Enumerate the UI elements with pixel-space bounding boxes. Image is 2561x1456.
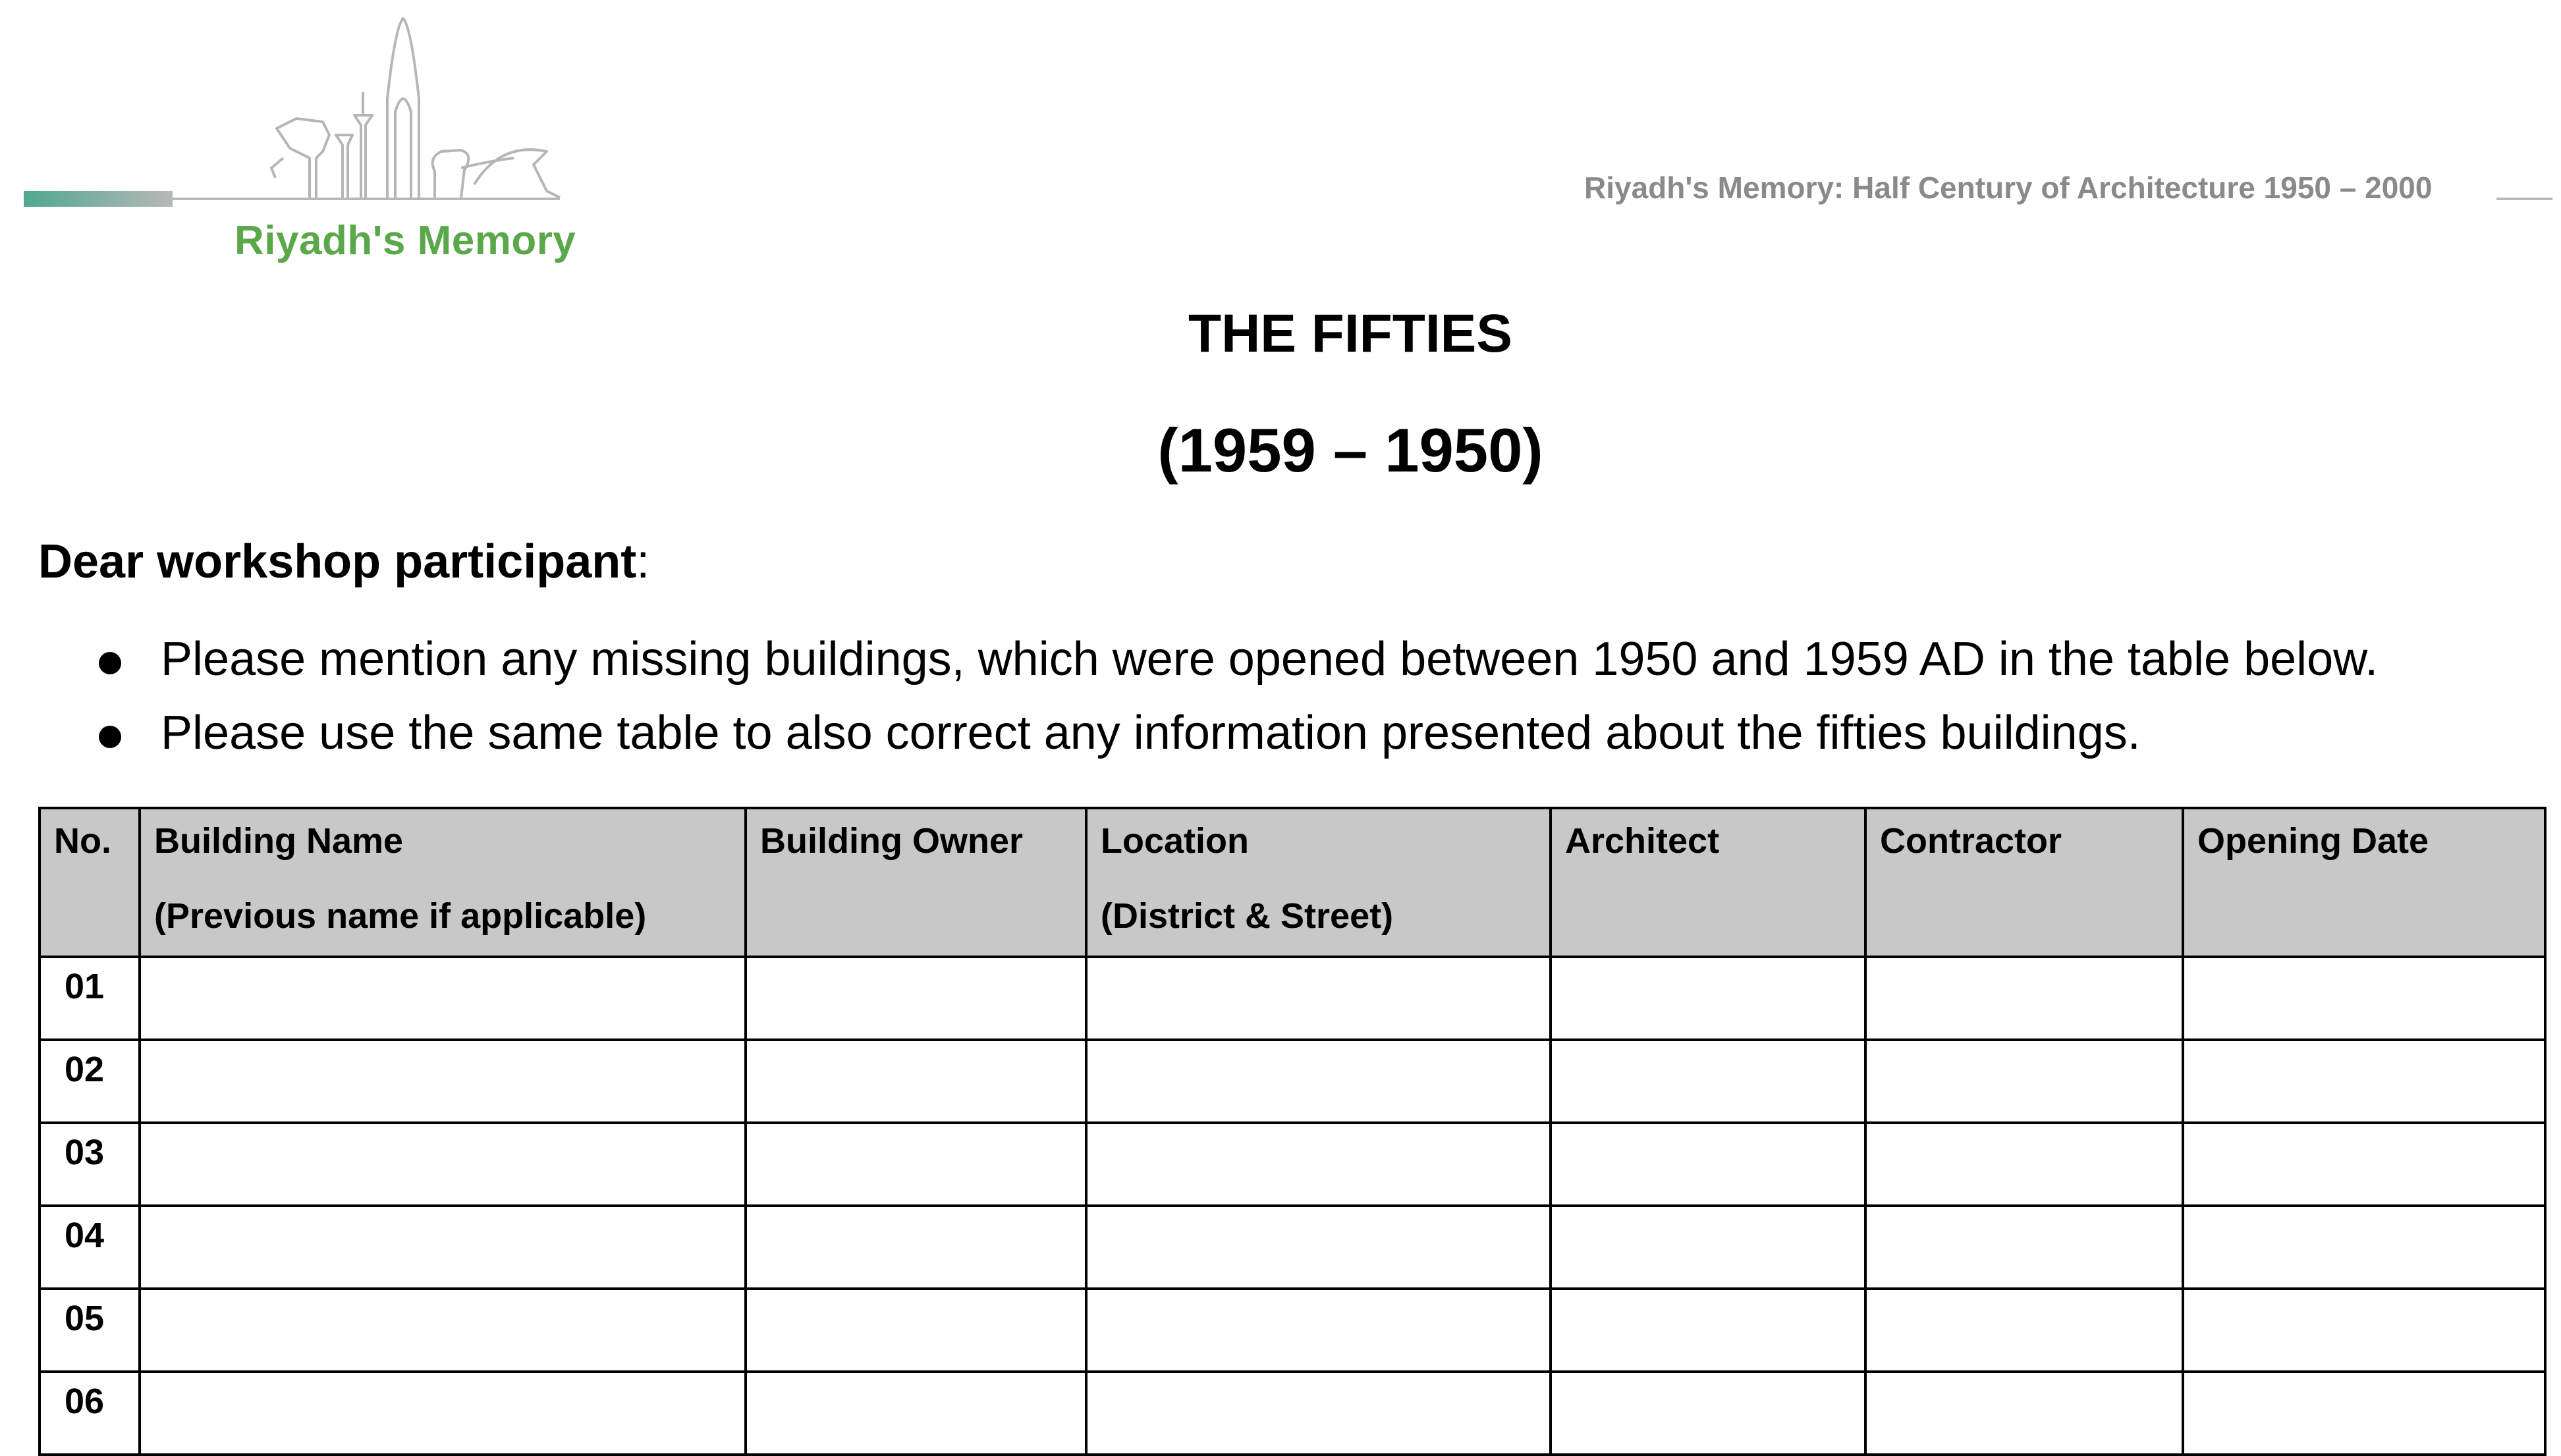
row-number: 04 (40, 1206, 140, 1289)
table-cell[interactable] (140, 1206, 746, 1289)
table-cell[interactable] (746, 1206, 1086, 1289)
table-cell[interactable] (1086, 1372, 1551, 1455)
table-cell[interactable] (1551, 1040, 1865, 1123)
table-cell[interactable] (1551, 1206, 1865, 1289)
instruction-text: Please use the same table to also correct any information presented about the fifties buildings. (161, 707, 2141, 759)
page-title: THE FIFTIES (1188, 304, 1512, 364)
table-cell[interactable] (1551, 1289, 1865, 1372)
table-cell[interactable] (1086, 1040, 1551, 1123)
bullet-icon (99, 652, 121, 674)
table-cell[interactable] (1086, 1123, 1551, 1206)
row-number: 03 (40, 1123, 140, 1206)
table-row (40, 957, 2545, 1040)
instruction-text: Please mention any missing buildings, which were opened between 1950 and 1959 AD in the table below. (161, 633, 2379, 686)
table-row (40, 1123, 2545, 1206)
col-header-location: Location (District & Street) (1086, 808, 1551, 957)
table-cell[interactable] (1865, 1040, 2183, 1123)
page-subtitle: (1959 – 1950) (1157, 416, 1543, 485)
table-cell[interactable] (746, 1040, 1086, 1123)
table-row (40, 1372, 2545, 1455)
table-cell[interactable] (140, 1123, 746, 1206)
table-row (40, 1206, 2545, 1289)
col-header-building-name: Building Name (Previous name if applicable) (140, 808, 746, 957)
table-cell[interactable] (140, 1040, 746, 1123)
greeting-colon: : (636, 535, 650, 588)
greeting (38, 535, 649, 589)
table-cell[interactable] (1865, 1123, 2183, 1206)
table-cell[interactable] (1865, 1206, 2183, 1289)
table-cell[interactable] (1865, 1372, 2183, 1455)
table-row (40, 1289, 2545, 1372)
table-cell[interactable] (2183, 1123, 2545, 1206)
col-header-contractor: Contractor (1865, 808, 2183, 957)
page-header (0, 0, 2561, 283)
table-cell[interactable] (2183, 957, 2545, 1040)
table-cell[interactable] (746, 1123, 1086, 1206)
table-cell[interactable] (2183, 1206, 2545, 1289)
table-cell[interactable] (2183, 1289, 2545, 1372)
row-number: 01 (40, 957, 140, 1040)
table-cell[interactable] (2183, 1372, 2545, 1455)
bullet-icon (99, 726, 121, 748)
table-cell[interactable] (1865, 957, 2183, 1040)
greeting-bold: Dear workshop participant (38, 535, 637, 588)
header-title: Riyadh's Memory: Half Century of Architecture 1950 – 2000 (1578, 170, 2438, 205)
table-cell[interactable] (746, 1289, 1086, 1372)
table-header-row (40, 808, 2545, 957)
row-number: 02 (40, 1040, 140, 1123)
table-cell[interactable] (1086, 1289, 1551, 1372)
row-number: 06 (40, 1372, 140, 1455)
table-cell[interactable] (2183, 1040, 2545, 1123)
table-cell[interactable] (746, 957, 1086, 1040)
table-cell[interactable] (1551, 1372, 1865, 1455)
table-cell[interactable] (1086, 957, 1551, 1040)
table-cell[interactable] (140, 1372, 746, 1455)
table-cell[interactable] (746, 1372, 1086, 1455)
table-cell[interactable] (140, 1289, 746, 1372)
col-header-building-owner: Building Owner (746, 808, 1086, 957)
row-number: 05 (40, 1289, 140, 1372)
col-header-architect: Architect (1551, 808, 1865, 957)
table-cell[interactable] (140, 957, 746, 1040)
table-cell[interactable] (1551, 957, 1865, 1040)
table-cell[interactable] (1865, 1289, 2183, 1372)
col-header-no: No. (40, 808, 140, 957)
table-cell[interactable] (1551, 1123, 1865, 1206)
table-row (40, 1040, 2545, 1123)
table-cell[interactable] (1086, 1206, 1551, 1289)
buildings-table (38, 807, 2547, 1456)
col-header-opening-date: Opening Date (2183, 808, 2545, 957)
logo-text: Riyadh's Memory (234, 218, 576, 263)
